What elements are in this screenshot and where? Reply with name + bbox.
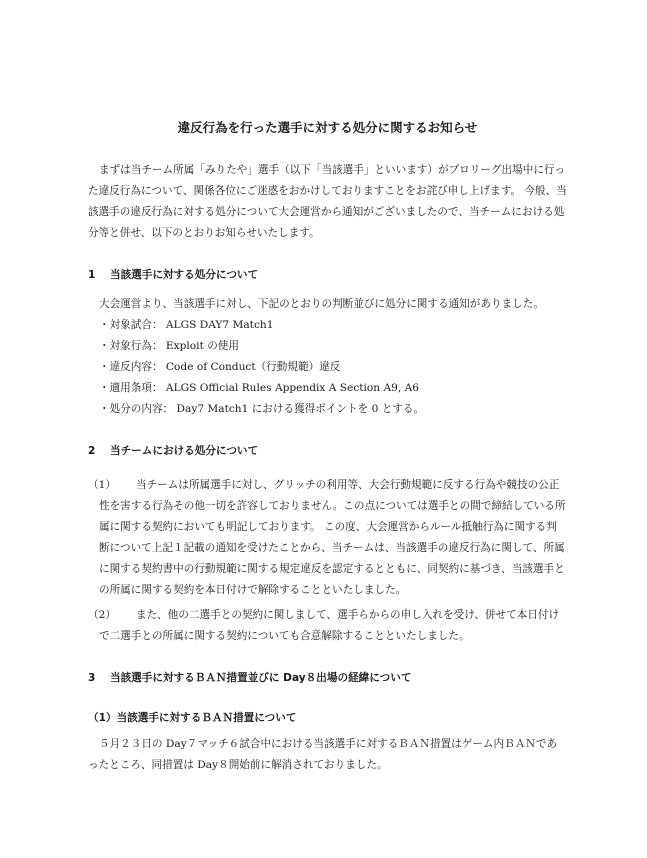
section-3-sub-heading xyxy=(88,708,567,729)
intro-paragraph: まずは当チーム所属「みりたや」選手（以下「当該選手」といいます）がプロリーグ出場中に行った違反行為について、関係各位にご迷惑をおかけしておりますことをお詫び申し上げます。 今般、当該選手の違反行為に対する処分について大会運営から通知がございましたので、当チームにおける処分等と併せ、以下のとおりお知らせいたします。 xyxy=(88,164,567,239)
document-title: 違反行為を行った選手に対する処分に関するお知らせ xyxy=(177,120,478,135)
section-2-title: 当チームにおける処分について xyxy=(110,445,259,457)
item-label: （2） xyxy=(88,609,116,621)
section-3-heading xyxy=(88,668,567,689)
sub-title: 当該選手に対するＢＡＮ措置について xyxy=(116,712,297,724)
list-item: ・違反内容： Code of Conduct（行動規範）違反 xyxy=(99,361,341,373)
list-item: ・適用条項： ALGS Official Rules Appendix A Section A9, A6 xyxy=(99,382,419,394)
list-item: ・対象試合： ALGS DAY7 Match1 xyxy=(99,319,274,331)
section-3-text: ５月２３日の Day７マッチ６試合中における当該選手に対するＢＡＮ措置はゲーム内ＢＡＮであったところ、同措置は Day８開始前に解消されておりました。 xyxy=(88,738,558,771)
section-1-list xyxy=(88,315,567,420)
section-1-number: 1 xyxy=(88,269,96,281)
section-1-text: 大会運営より、当該選手に対し、下記のとおりの判断並びに処分に関する通知がありました。 xyxy=(99,298,544,310)
sub-label: （1） xyxy=(88,712,117,724)
item-text: また、他の二選手との契約に関しまして、選手らからの申し入れを受け、併せて本日付けで二選手との所属に関する契約についても合意解除することといたしました。 xyxy=(99,609,560,642)
section-3-number: 3 xyxy=(88,672,96,684)
section-3-title: 当該選手に対するＢＡＮ措置並びに Day８出場の経緯について xyxy=(110,672,412,684)
section-1-heading xyxy=(88,265,567,286)
list-item: ・対象行為： Exploit の使用 xyxy=(99,340,239,352)
section-2-item-1 xyxy=(88,475,567,601)
section-2-heading xyxy=(88,441,567,462)
list-item: ・処分の内容： Day7 Match1 における獲得ポイントを 0 とする。 xyxy=(99,403,425,415)
item-label: （1） xyxy=(88,479,116,491)
item-text: 当チームは所属選手に対し、グリッチの利用等、大会行動規範に反する行為や競技の公正性を害する行為その他一切を許容しておりません。この点については選手との間で締結している所属に関する契約においても明記しております。 この度、大会運営からルール抵触行為に関する判断について上記１記載の通知を受けたことから、当チームは、当該選手の違反行為に関して、所属に関する契約書中の行動規範に関する規定違反を認定するとともに、同契約に基づき、当該選手との所属に関する契約を本日付けで解除することといたしました。 xyxy=(99,479,566,596)
section-1-title: 当該選手に対する処分について xyxy=(110,269,259,281)
section-2-number: 2 xyxy=(88,445,96,457)
section-2-item-2 xyxy=(88,605,567,647)
